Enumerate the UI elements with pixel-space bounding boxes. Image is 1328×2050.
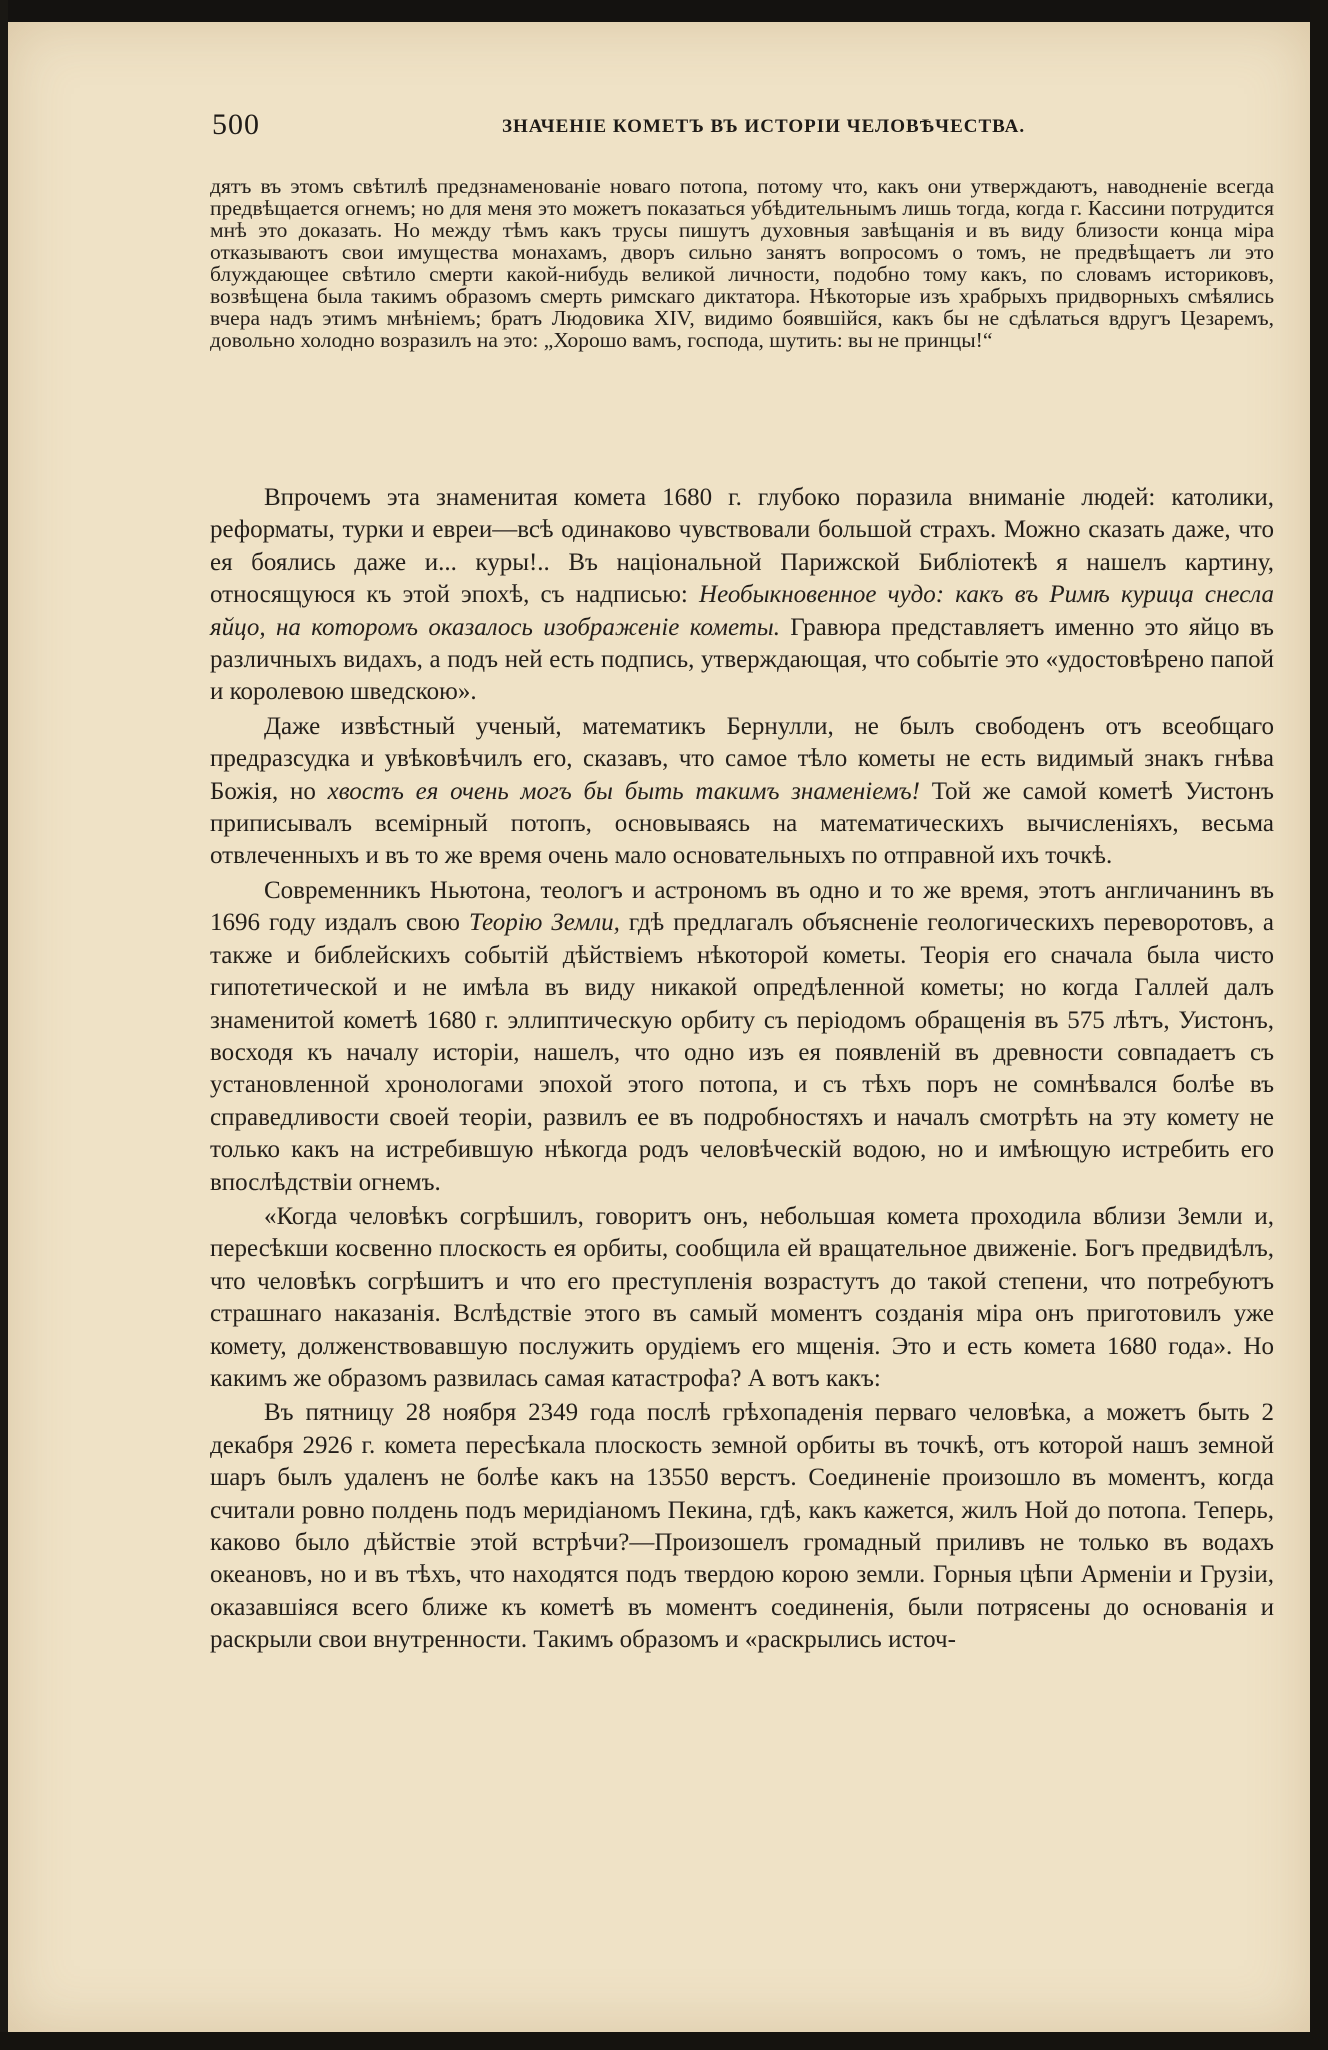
paragraph-3-text-b: гдѣ предлагалъ объясненіе геологическихъ переворотовъ, а также и библейскихъ событій дѣйствіемъ нѣкоторой кометы. Теорія его сначала была чисто гипотетической и не имѣла въ виду никакой опредѣленной кометы; но когда Галлей далъ знаменитой кометѣ 1680 г. эллиптическую орбиту съ періодомъ обращенія въ 575 лѣтъ, Уистонъ, восходя къ началу исторіи, нашелъ, что одно изъ ея появленій въ древности совпадаетъ съ установленной хронологами эпохой этого потопа, и съ тѣхъ поръ не сомнѣвался болѣе въ справедливости своей теоріи, развилъ ее въ подробностяхъ и началъ смотрѣть на эту комету не только какъ на истребившую нѣкогда родъ человѣческій водою, но и имѣющую истребить его впослѣдствіи огнемъ. bbox=[210, 909, 1275, 1196]
small-paragraph: дятъ въ этомъ свѣтилѣ предзнаменованіе новаго потопа, потому что, какъ они утверждаютъ, наводненіе всегда предвѣщается огнемъ; но для меня это можетъ показаться убѣдительнымъ лишь тогда, когда г. Кассини потрудится мнѣ это доказать. Но между тѣмъ какъ трусы пишутъ духовныя завѣщанія и въ виду близости конца міра отказываютъ свои имущества монахамъ, дворъ сильно занятъ вопросомъ о томъ, не предвѣщаетъ ли это блуждающее свѣтило смерти какой-нибудь великой личности, подобно тому какъ, по словамъ историковъ, возвѣщена была такимъ образомъ смерть римскаго диктатора. Нѣкоторые изъ храбрыхъ придворныхъ смѣялись вчера надъ этимъ мнѣніемъ; братъ Людовика XIV, видимо боявшійся, какъ бы не сдѣлаться вдругъ Цезаремъ, довольно холодно возразилъ на это: „Хорошо вамъ, господа, шутить: вы не принцы!“ bbox=[210, 174, 1274, 352]
paragraph-1 bbox=[210, 482, 1274, 709]
main-text bbox=[210, 482, 1274, 1657]
quoted-letter-block bbox=[210, 175, 1274, 351]
paragraph-1-text-a: Впрочемъ эта знаменитая комета 1680 г. глубоко поразила вниманіе людей: католики, реформаты, турки и евреи—всѣ одинаково чувствовали большой страхъ. Можно сказать даже, что ея боялись даже и... куры!.. Въ національной Парижской Библіотекѣ я нашелъ картину, относящуюся къ этой эпохѣ, съ надписью: bbox=[210, 484, 1274, 609]
page-header bbox=[212, 108, 1272, 148]
scan-border-left bbox=[0, 0, 8, 2050]
scan-border-top bbox=[0, 0, 1328, 22]
scan-border-right bbox=[1310, 0, 1328, 2050]
paragraph-3-text-a: Современникъ Ньютона, теологъ и астрономъ въ одно и то же время, этотъ англичанинъ въ 1696 году издалъ свою bbox=[210, 876, 1274, 937]
paragraph-3 bbox=[210, 875, 1274, 1199]
paragraph-3-italic: Теорію Земли, bbox=[469, 909, 620, 937]
page-number: 500 bbox=[212, 108, 260, 141]
scan-border-bottom bbox=[0, 2032, 1328, 2050]
paragraph-2-text-b: Той же самой кометѣ Уистонъ приписывалъ всемірный потопъ, основываясь на математическихъ вычисленіяхъ, весьма отвлеченныхъ и въ то же время очень мало основательныхъ по отправной ихъ точкѣ. bbox=[210, 777, 1274, 870]
paragraph-5: Въ пятницу 28 ноября 2349 года послѣ грѣхопаденія перваго человѣка, а можетъ быть 2 декабря 2926 г. комета пересѣкала плоскость земной орбиты въ точкѣ, отъ которой нашъ земной шаръ былъ удаленъ не болѣе какъ на 13550 верстъ. Соединеніе произошло въ моментъ, когда считали ровно полдень подъ меридіаномъ Пекина, гдѣ, какъ кажется, жилъ Ной до потопа. Теперь, каково было дѣйствіе этой встрѣчи?—Произошелъ громадный приливъ не только въ водахъ океановъ, но и въ тѣхъ, что находятся подъ твердою корою земли. Горныя цѣпи Арменіи и Грузіи, оказавшіяся всего ближе къ кометѣ въ моментъ соединенія, были потрясены до основанія и раскрыли свои внутренности. Такимъ образомъ и «раскрылись источ- bbox=[210, 1399, 1274, 1654]
paragraph-1-text-b: Гравюра представляетъ именно это яйцо въ различныхъ видахъ, а подъ ней есть подпись, утверждающая, что событіе это «удостовѣрено папой и королевою шведскою». bbox=[210, 613, 1274, 706]
paragraph-1-italic: Необыкновенное чудо: какъ въ Римѣ курица снесла яйцо, на которомъ оказалось изображеніе кометы. bbox=[210, 581, 1274, 641]
running-head: ЗНАЧЕНІЕ КОМЕТЪ ВЪ ИСТОРІИ ЧЕЛОВѢЧЕСТВА. bbox=[502, 116, 1026, 137]
paragraph-2 bbox=[210, 711, 1274, 873]
paragraph-2-italic: хвостъ ея очень могъ бы быть такимъ знаменіемъ! bbox=[327, 777, 920, 805]
paragraph-2-text-a: Даже извѣстный ученый, математикъ Бернулли, не былъ свободенъ отъ всеобщаго предразсудка и увѣковѣчилъ его, сказавъ, что самое тѣло кометы не есть видимый знакъ гнѣва Божія, но bbox=[210, 712, 1274, 805]
paragraph-4: «Когда человѣкъ согрѣшилъ, говоритъ онъ, небольшая комета проходила вблизи Земли и, пересѣкши косвенно плоскость ея орбиты, сообщила ей вращательное движеніе. Богъ предвидѣлъ, что человѣкъ согрѣшитъ и что его преступленія возрастутъ до такой степени, что потребуютъ страшнаго наказанія. Вслѣдствіе этого въ самый моментъ созданія міра онъ приготовилъ уже комету, долженствовавшую послужить орудіемъ его мщенія. Это и есть комета 1680 года». Но какимъ же образомъ развилась самая катастрофа? А вотъ какъ: bbox=[210, 1202, 1274, 1392]
